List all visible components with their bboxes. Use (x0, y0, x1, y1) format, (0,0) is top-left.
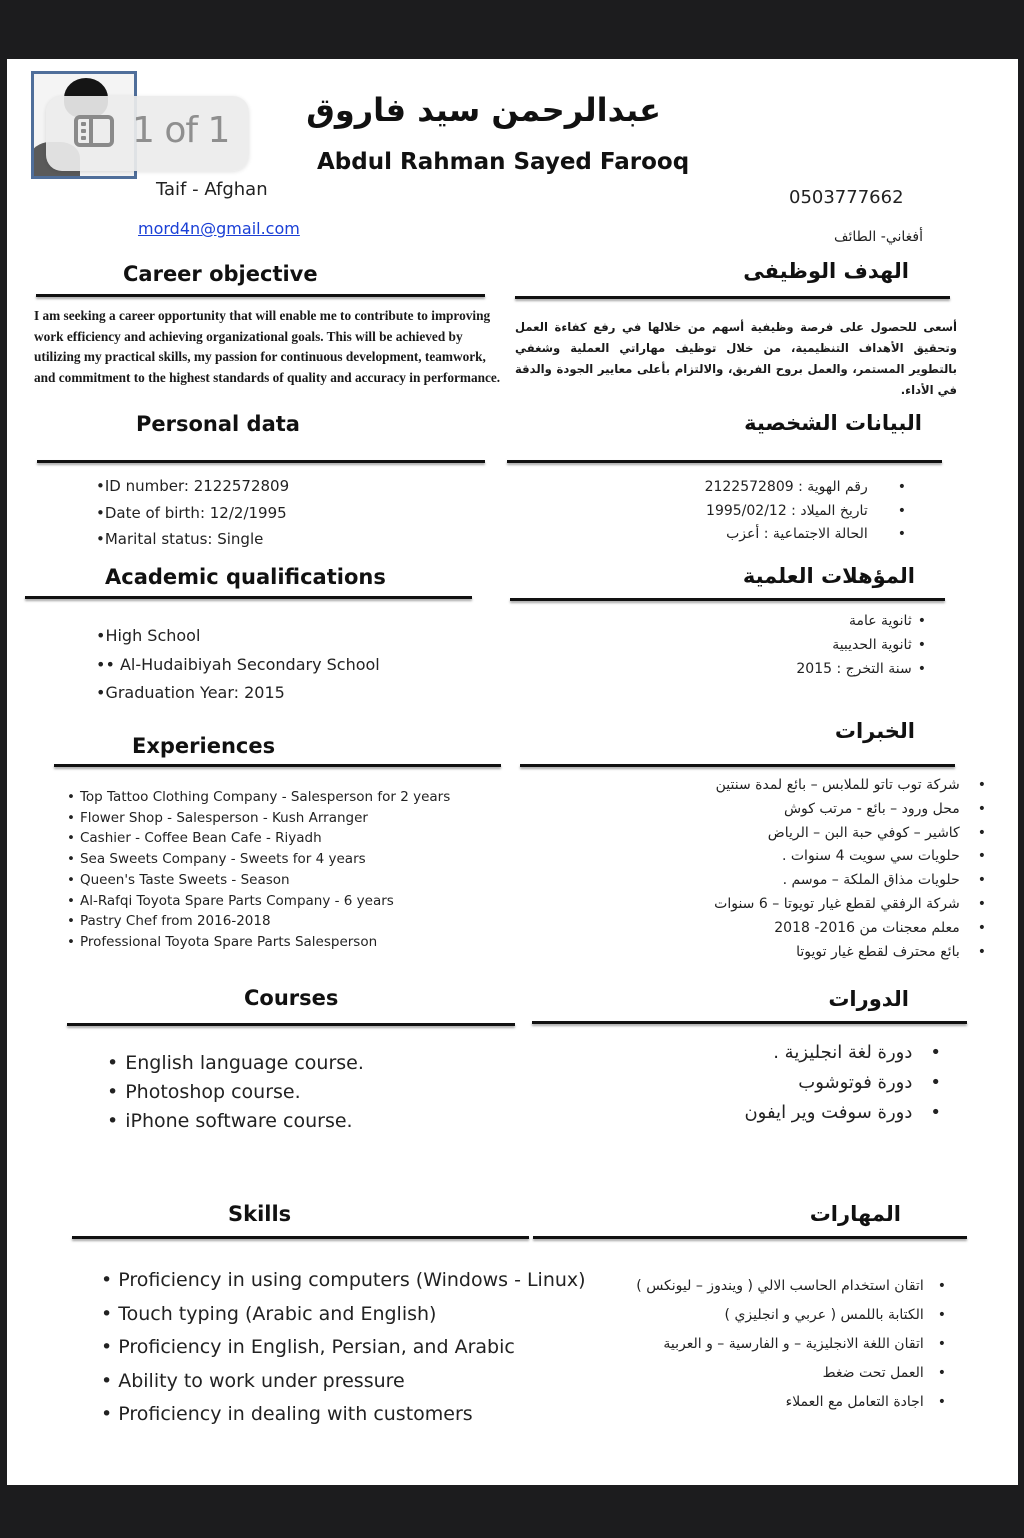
list-item: •اتقان استخدام الحاسب الالي ( ويندوز – ليونكس ) (636, 1278, 946, 1294)
list-item: • English language course. (107, 1052, 364, 1074)
skills-title: Skills (228, 1202, 292, 1226)
page-indicator-label: 1 of 1 (132, 110, 230, 151)
list-item: •بائع محترف لقطع غيار تويوتا (796, 943, 986, 960)
list-item: •معلم معجنات من 2016- 2018 (774, 919, 986, 936)
academic-list-ar (657, 609, 932, 681)
list-item: •الحالة الاجتماعية : أعزب (726, 526, 906, 542)
section-divider (67, 1023, 515, 1026)
list-item: •High School (96, 626, 201, 645)
page-indicator[interactable] (46, 96, 249, 171)
courses-title: Courses (244, 986, 339, 1010)
section-divider (533, 1236, 967, 1239)
personal-data-list (96, 473, 289, 553)
list-item: •Date of birth: 12/2/1995 (96, 503, 287, 522)
section-divider (72, 1236, 529, 1239)
list-item: • Al-Rafqi Toyota Spare Parts Company - 6 years (67, 892, 394, 909)
personal-data-title-ar: البيانات الشخصية (744, 411, 922, 435)
list-item: • Ability to work under pressure (101, 1369, 405, 1392)
name-english: Abdul Rahman Sayed Farooq (317, 149, 690, 175)
experiences-list-ar (607, 774, 992, 964)
list-item: • Proficiency in English, Persian, and Arabic (101, 1336, 515, 1358)
list-item: •ثانوية الحديبية (832, 637, 926, 653)
list-item: •رقم الهوية : 2122572809 (704, 479, 906, 495)
section-divider (520, 764, 955, 767)
list-item: •تاريخ الميلاد : 1995/02/12 (706, 502, 906, 519)
section-divider (532, 1021, 967, 1024)
courses-title-ar: الدورات (828, 987, 909, 1011)
courses-list (107, 1049, 364, 1136)
list-item: • Professional Toyota Spare Parts Salesperson (67, 933, 378, 950)
list-item: •دورة لغة انجليزية . (773, 1042, 941, 1063)
experiences-list (67, 787, 450, 953)
sidebar-pages-icon (74, 115, 114, 147)
list-item: • Proficiency in using computers (Windows - Linux) (101, 1269, 586, 1291)
section-divider (36, 294, 485, 297)
section-divider (37, 460, 485, 463)
list-item: •الكتابة باللمس ( عربي و انجليزي ) (724, 1307, 946, 1323)
list-item: •اجادة التعامل مع العملاء (785, 1394, 946, 1410)
section-divider (510, 598, 945, 601)
skills-list (101, 1264, 586, 1432)
skills-list-ar (607, 1272, 952, 1417)
list-item: • Top Tattoo Clothing Company - Salesperson for 2 years (67, 789, 451, 805)
list-item: • Cashier - Coffee Bean Cafe - Riyadh (67, 830, 322, 847)
list-item: •Marital status: Single (96, 530, 264, 548)
email-link[interactable]: mord4n@gmail.com (138, 219, 300, 238)
location-arabic: أفغاني- الطائف (834, 229, 923, 245)
career-objective-title-ar: الهدف الوظيفى (743, 259, 909, 283)
academic-title: Academic qualifications (105, 565, 386, 589)
list-item: •كاشير – كوفي حبة البن – الرياض (767, 824, 986, 841)
personal-data-title: Personal data (136, 412, 300, 436)
list-item: •محل ورود – بائع - مرتب كوش (783, 800, 986, 817)
experiences-title-ar: الخبرات (834, 719, 915, 743)
list-item: •سنة التخرج : 2015 (796, 661, 926, 677)
list-item: • Sea Sweets Company - Sweets for 4 years (67, 851, 366, 868)
resume-page (7, 59, 1018, 1485)
section-divider (507, 460, 942, 463)
list-item: • Queen's Taste Sweets - Season (67, 871, 290, 888)
list-item: • iPhone software course. (107, 1110, 353, 1132)
list-item: •• Al-Hudaibiyah Secondary School (96, 654, 380, 674)
list-item: • Flower Shop - Salesperson - Kush Arranger (67, 809, 368, 826)
academic-list (96, 622, 380, 708)
career-objective-title: Career objective (123, 262, 318, 286)
academic-title-ar: المؤهلات العلمية (742, 564, 915, 588)
skills-title-ar: المهارات (809, 1202, 901, 1226)
list-item: •ثانوية عامة (848, 613, 926, 629)
list-item: •Graduation Year: 2015 (96, 683, 285, 702)
list-item: • Proficiency in dealing with customers (101, 1403, 473, 1425)
list-item: •حلويات مذاق الملكة – موسم . (782, 872, 986, 889)
section-divider (25, 596, 472, 599)
list-item: •دورة فوتوشوب (798, 1072, 941, 1093)
courses-list-ar (647, 1038, 947, 1128)
list-item: •العمل تحت ضغط (822, 1365, 946, 1381)
career-objective-text: I am seeking a career opportunity that will enable me to contribute to improving work efficiency and achieving organizational goals. This will be achieved by utilizing my practical skills, my passion for continuous development, teamwork, and commitment to the highest standards of quality and accuracy in performance. (34, 308, 501, 385)
list-item: •ID number: 2122572809 (96, 477, 290, 495)
list-item: •اتقان اللغة الانجليزية – و الفارسية – و العربية (663, 1336, 946, 1352)
experiences-title: Experiences (132, 734, 276, 758)
career-objective-text-ar: أسعى للحصول على فرصة وظيفية أسهم من خلالها في رفع كفاءة العمل وتحقيق الأهداف التنظيمية، من خلال توظيف مهاراتي العملية وشغفي بالتطوير المستمر، والعمل بروح الفريق، والالتزام بأعلى معايير الجودة والدقة في الأداء. (515, 320, 957, 397)
phone-number: 0503777662 (789, 187, 904, 208)
list-item: •شركة الرفقي لقطع غيار تويوتا – 6 سنوات (714, 895, 986, 912)
list-item: • Pastry Chef from 2016-2018 (67, 913, 271, 930)
list-item: • Photoshop course. (107, 1081, 301, 1103)
section-divider (54, 764, 501, 767)
section-divider (515, 296, 950, 299)
list-item: • Touch typing (Arabic and English) (101, 1302, 437, 1325)
list-item: •دورة سوفت وير ايفون (744, 1102, 941, 1123)
list-item: •حلويات سي سويت 4 سنوات . (781, 848, 986, 865)
personal-data-list-ar (607, 476, 912, 547)
name-arabic: عبدالرحمن سيد فاروق (306, 91, 661, 129)
location-english: Taif - Afghan (156, 179, 268, 200)
list-item: •شركة توب تاتو للملابس – بائع لمدة سنتين (715, 777, 986, 793)
